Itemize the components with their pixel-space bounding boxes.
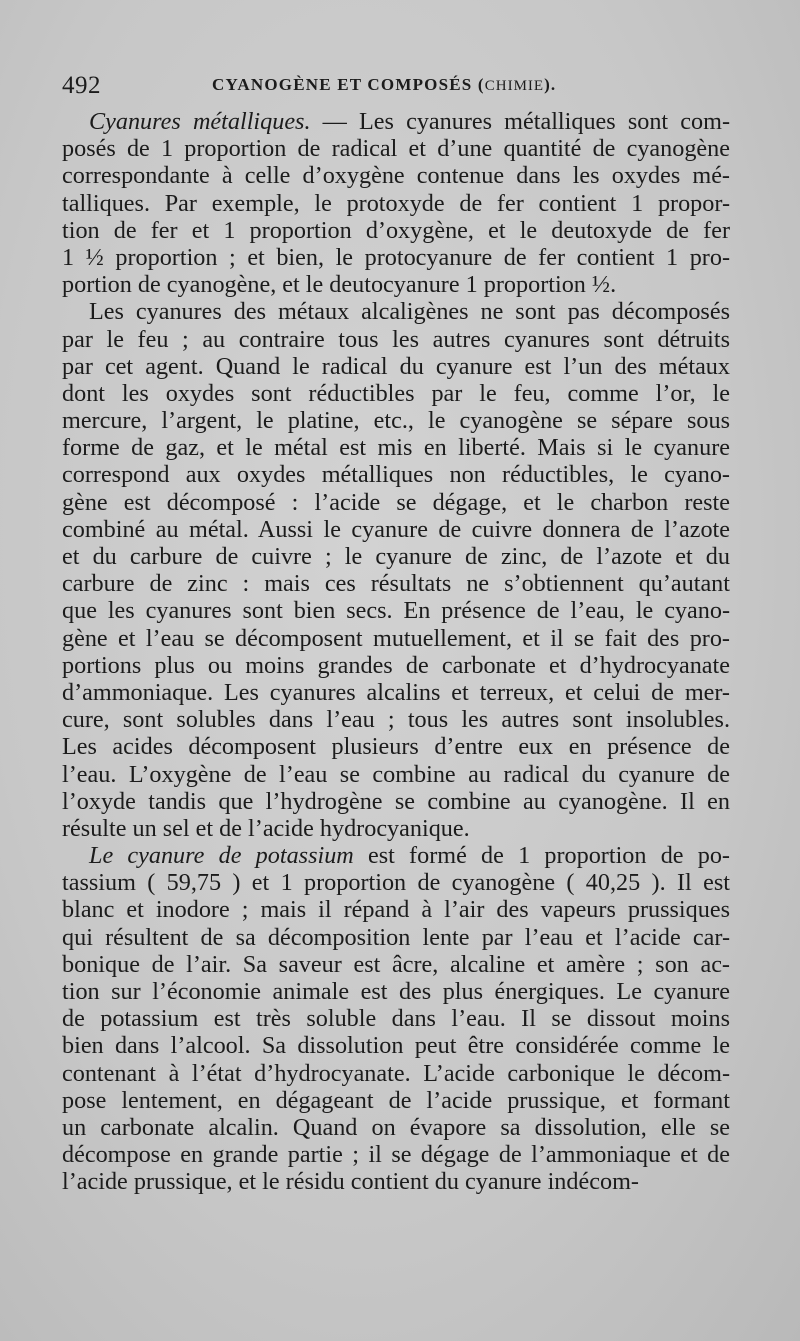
line-text: — Les cyanures métalliques sont com- (310, 108, 731, 135)
text-line (62, 1168, 730, 1195)
line-text: l’eau. L’oxygène de l’eau se combine au radical du cyanure de (62, 760, 730, 788)
text-line (62, 543, 730, 570)
line-text: mercure, l’argent, le platine, etc., le cyanogène se sépare sous (62, 407, 730, 435)
text-line (62, 706, 730, 733)
text-line (62, 788, 730, 815)
text-line (62, 1114, 730, 1141)
text-line (62, 489, 730, 516)
text-line (62, 652, 730, 679)
line-text: d’ammoniaque. Les cyanures alcalins et terreux, et celui de mer- (62, 678, 730, 706)
line-text: l’acide prussique, et le résidu contient du cyanure indécom- (62, 1168, 639, 1196)
line-text: résulte un sel et de l’acide hydrocyanique. (62, 814, 470, 842)
line-text: talliques. Par exemple, le protoxyde de fer contient 1 propor- (62, 189, 730, 217)
text-line (62, 380, 730, 407)
text-line (62, 244, 730, 271)
line-text: forme de gaz, et le métal est mis en liberté. Mais si le cyanure (62, 434, 730, 462)
line-text: portion de cyanogène, et le deutocyanure 1 proportion ½. (62, 271, 617, 299)
text-line (62, 108, 730, 135)
line-text: de potassium est très soluble dans l’eau. Il se dissout moins (62, 1005, 730, 1033)
line-text: tassium ( 59,75 ) et 1 proportion de cyanogène ( 40,25 ). Il est (62, 869, 730, 897)
text-line (62, 298, 730, 325)
line-text: et du carbure de cuivre ; le cyanure de zinc, de l’azote et du (62, 543, 730, 570)
paragraph (62, 298, 730, 842)
text-line (62, 271, 730, 298)
text-line (62, 190, 730, 217)
paragraph (62, 108, 730, 298)
text-line (62, 733, 730, 760)
line-text: gène est décomposé : l’acide se dégage, et le charbon reste (62, 488, 730, 516)
line-text: bien dans l’alcool. Sa dissolution peut être considérée comme le (62, 1032, 730, 1060)
text-line (62, 461, 730, 488)
text-line (62, 570, 730, 597)
line-text: par le feu ; au contraire tous les autres cyanures sont détruits (62, 325, 730, 353)
text-line (62, 135, 730, 162)
text-line (62, 1060, 730, 1087)
line-text: bonique de l’air. Sa saveur est âcre, alcaline et amère ; son ac- (62, 950, 730, 978)
text-line (62, 951, 730, 978)
line-text: correspondante à celle d’oxygène contenue dans les oxydes mé- (62, 162, 730, 190)
italic-lead: Le cyanure de potassium (89, 842, 354, 870)
running-title (212, 75, 556, 95)
page-number: 492 (62, 72, 101, 99)
line-text: un carbonate alcalin. Quand on évapore sa dissolution, elle se (62, 1113, 730, 1141)
line-text: gène et l’eau se décomposent mutuellement, et il se fait des pro- (62, 624, 730, 652)
line-text: que les cyanures sont bien secs. En présence de l’eau, le cyano- (62, 597, 730, 625)
text-line (62, 407, 730, 434)
text-line (62, 326, 730, 353)
line-text: cure, sont solubles dans l’eau ; tous les autres sont insolubles. (62, 706, 730, 734)
line-text: qui résultent de sa décomposition lente par l’eau et l’acide car- (62, 923, 730, 951)
text-line (62, 924, 730, 951)
text-line (62, 516, 730, 543)
text-line (62, 597, 730, 624)
italic-lead: Cyanures métalliques. (89, 108, 311, 135)
body-text (62, 108, 730, 1196)
line-text: carbure de zinc : mais ces résultats ne s’obtiennent qu’autant (62, 570, 730, 598)
line-text: Les acides décomposent plusieurs d’entre eux en présence de (62, 733, 730, 761)
line-text: tion de fer et 1 proportion d’oxygène, et le deutoxyde de fer (62, 216, 730, 244)
running-head (62, 72, 732, 104)
text-line (62, 353, 730, 380)
text-line (62, 869, 730, 896)
line-text: pose lentement, en dégageant de l’acide prussique, et formant (62, 1086, 730, 1114)
text-line (62, 217, 730, 244)
line-text: l’oxyde tandis que l’hydrogène se combine au cyanogène. Il en (62, 787, 730, 815)
line-text: combiné au métal. Aussi le cyanure de cuivre donnera de l’azote (62, 515, 730, 543)
text-line (62, 1032, 730, 1059)
line-text: portions plus ou moins grandes de carbonate et d’hydrocyanate (62, 651, 730, 679)
text-line (62, 1005, 730, 1032)
line-text: posés de 1 proportion de radical et d’une quantité de cyanogène (62, 135, 730, 163)
line-text: décompose en grande partie ; il se dégage de l’ammoniaque et de (62, 1141, 730, 1169)
line-text: par cet agent. Quand le radical du cyanure est l’un des métaux (62, 352, 730, 380)
paragraph (62, 842, 730, 1195)
text-line (62, 815, 730, 842)
text-line (62, 679, 730, 706)
running-title-main: CYANOGÈNE ET COMPOSÉS ( (212, 75, 485, 94)
line-text: correspond aux oxydes métalliques non réductibles, le cyano- (62, 461, 730, 489)
line-text: est formé de 1 proportion de po- (353, 842, 730, 870)
text-line (62, 978, 730, 1005)
line-text: tion sur l’économie animale est des plus énergiques. Le cyanure (62, 978, 730, 1005)
text-line (62, 625, 730, 652)
text-line (62, 162, 730, 189)
running-title-section: CHIMIE (484, 78, 545, 94)
line-text: 1 ½ proportion ; et bien, le protocyanure de fer contient 1 pro- (62, 243, 730, 271)
line-text: Les cyanures des métaux alcaligènes ne sont pas décomposés (89, 298, 730, 326)
line-text: contenant à l’état d’hydrocyanate. L’acide carbonique le décom- (62, 1059, 730, 1087)
text-line (62, 434, 730, 461)
text-line (62, 842, 730, 869)
text-line (62, 761, 730, 788)
line-text: dont les oxydes sont réductibles par le feu, comme l’or, le (62, 379, 730, 407)
running-title-close: ). (544, 75, 557, 94)
text-line (62, 896, 730, 923)
text-line (62, 1087, 730, 1114)
line-text: blanc et inodore ; mais il répand à l’air des vapeurs prussiques (62, 896, 730, 924)
text-line (62, 1141, 730, 1168)
